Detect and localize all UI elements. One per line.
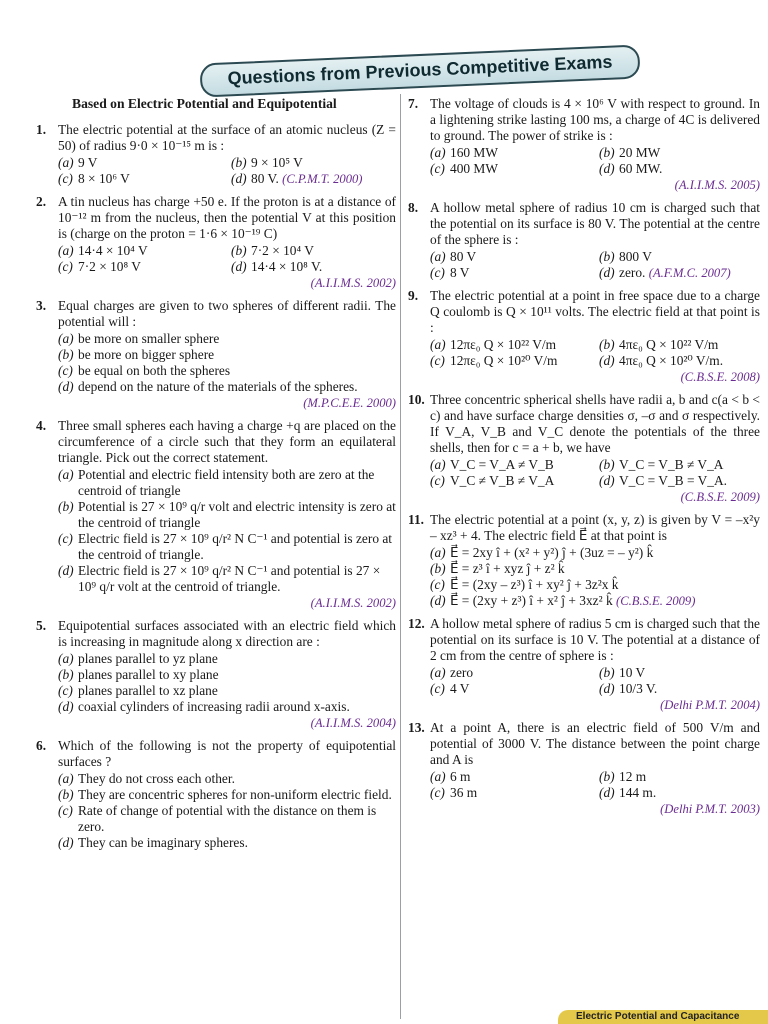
option-item (599, 337, 760, 353)
option-letter: (c) (430, 353, 445, 368)
option-letter: (b) (58, 347, 74, 362)
option-item (58, 331, 396, 347)
option-letter: (c) (430, 265, 445, 280)
option-item (58, 835, 396, 851)
option-letter: (c) (430, 681, 445, 696)
option-letter: (b) (599, 145, 615, 160)
option-letter: (d) (599, 473, 615, 488)
option-text: Potential and electric field intensity both are zero at the centroid of triangle (78, 467, 375, 498)
question-item (408, 512, 760, 609)
option-text: 36 m (450, 785, 478, 800)
option-item (58, 699, 396, 715)
question-number: 6. (36, 738, 47, 753)
option-item (58, 155, 223, 171)
option-letter: (c) (430, 161, 445, 176)
option-text: V_C ≠ V_B ≠ V_A (450, 473, 555, 488)
exam-source: (Delhi P.M.T. 2003) (660, 802, 760, 816)
option-item (599, 681, 760, 697)
question-number: 12. (408, 616, 425, 631)
option-item (58, 243, 223, 259)
option-letter: (a) (430, 769, 446, 784)
option-item (599, 161, 760, 177)
option-text: 7·2 × 10⁸ V (78, 259, 141, 274)
option-item (430, 457, 591, 473)
option-item (430, 665, 591, 681)
option-letter: (a) (430, 145, 446, 160)
exam-source-inline: (A.F.M.C. 2007) (648, 266, 731, 280)
exam-source: (C.B.S.E. 2009) (680, 490, 760, 504)
question-text: At a point A, there is an electric field of 500 V/m and potential of 3000 V. The distance between the point charge and A is (430, 720, 760, 767)
options-list (58, 467, 396, 595)
option-item (430, 785, 591, 801)
question-number: 5. (36, 618, 47, 633)
option-text: 6 m (450, 769, 471, 784)
option-item (430, 353, 591, 369)
option-letter: (a) (430, 545, 446, 560)
option-item (58, 563, 396, 595)
option-text: They can be imaginary spheres. (78, 835, 248, 850)
option-text: E⃗ = 2xy î + (x² + y²) ĵ + (3uz = – y²) k̂ (450, 545, 654, 560)
option-text: 800 V (619, 249, 652, 264)
option-letter: (b) (599, 337, 615, 352)
right-column (408, 96, 760, 1024)
option-item (430, 593, 760, 609)
option-text: 12πε₀ Q × 10²⁰ V/m (450, 353, 558, 368)
option-item (430, 249, 591, 265)
option-text: 80 V (450, 249, 477, 264)
option-item (231, 155, 396, 171)
exam-source-inline: (C.B.S.E. 2009) (616, 594, 696, 608)
options-list (430, 545, 760, 609)
option-letter: (d) (599, 785, 615, 800)
option-item (58, 347, 396, 363)
option-text: 4πε₀ Q × 10²⁰ V/m. (619, 353, 724, 368)
question-item (36, 194, 396, 291)
option-letter: (a) (58, 467, 74, 482)
option-text: Potential is 27 × 10⁹ q/r volt and electric intensity is zero at the centroid of triangle (78, 499, 396, 530)
question-number: 11. (408, 512, 424, 527)
question-item (408, 616, 760, 713)
option-letter: (d) (58, 835, 74, 850)
option-item (599, 457, 760, 473)
option-text: 8 V (450, 265, 470, 280)
option-letter: (b) (599, 249, 615, 264)
option-text: 4 V (450, 681, 470, 696)
option-letter: (c) (58, 531, 73, 546)
section-title: Based on Electric Potential and Equipotential (72, 96, 337, 111)
question-item (36, 298, 396, 411)
option-item (430, 337, 591, 353)
option-text: be equal on both the spheres (78, 363, 231, 378)
question-text: A hollow metal sphere of radius 10 cm is charged such that the potential on its surface is 80 V. The potential at the centre of the sphere is : (430, 200, 760, 247)
question-text: A hollow metal sphere of radius 5 cm is charged such that the potential on its surface is 10 V. The potential at a distance of 2 cm from the centre of sphere is : (430, 616, 760, 663)
exam-source: (A.I.I.M.S. 2005) (674, 178, 760, 192)
option-letter: (c) (430, 785, 445, 800)
option-item (430, 577, 760, 593)
question-text: The electric potential at the surface of an atomic nucleus (Z = 50) of radius 9·0 × 10⁻¹⁵ m is : (58, 122, 396, 153)
options-list (58, 651, 396, 715)
option-letter: (b) (231, 243, 247, 258)
options-list (430, 457, 760, 489)
option-text: 12 m (619, 769, 647, 784)
exam-source: (A.I.I.M.S. 2002) (310, 596, 396, 610)
option-text: 14·4 × 10⁸ V. (251, 259, 323, 274)
option-text: 80 V. (251, 171, 279, 186)
option-letter: (d) (599, 161, 615, 176)
option-letter: (a) (430, 337, 446, 352)
option-text: E⃗ = (2xy + z³) î + x² ĵ + 3xz² k̂ (450, 593, 613, 608)
question-text: The electric potential at a point in free space due to a charge Q coulomb is Q × 10¹¹ volts. The electric field at that point is : (430, 288, 760, 335)
question-text: The electric potential at a point (x, y, z) is given by V = –x²y – xz³ + 4. The electric field E⃗ at that point is (430, 512, 760, 543)
option-item (231, 171, 396, 187)
option-letter: (b) (58, 499, 74, 514)
option-item (58, 499, 396, 531)
option-item (430, 265, 591, 281)
option-item (599, 473, 760, 489)
option-item (58, 803, 396, 835)
option-item (599, 249, 760, 265)
options-list (58, 155, 396, 187)
option-text: 7·2 × 10⁴ V (251, 243, 314, 258)
option-letter: (a) (430, 665, 446, 680)
option-letter: (c) (58, 259, 73, 274)
option-text: They do not cross each other. (78, 771, 235, 786)
option-letter: (c) (58, 803, 73, 818)
page-banner-title: Questions from Previous Competitive Exams (199, 44, 640, 97)
question-number: 13. (408, 720, 425, 735)
question-text: A tin nucleus has charge +50 e. If the proton is at a distance of 10⁻¹² m from the nucleus, then the potential V at this position is (charge on the proton = 1·6 × 10⁻¹⁹ C) (58, 194, 396, 241)
exam-source: (C.B.S.E. 2008) (680, 370, 760, 384)
option-letter: (d) (58, 563, 74, 578)
question-number: 7. (408, 96, 419, 111)
question-item (408, 720, 760, 817)
option-item (599, 769, 760, 785)
option-letter: (a) (58, 331, 74, 346)
option-item (430, 545, 760, 561)
option-letter: (c) (430, 577, 445, 592)
option-letter: (c) (430, 473, 445, 488)
option-letter: (b) (599, 665, 615, 680)
option-text: V_C = V_B ≠ V_A (619, 457, 724, 472)
option-letter: (b) (58, 667, 74, 682)
option-item (58, 667, 396, 683)
option-letter: (a) (430, 249, 446, 264)
option-letter: (a) (58, 155, 74, 170)
option-item (231, 259, 396, 275)
question-number: 2. (36, 194, 47, 209)
question-number: 9. (408, 288, 419, 303)
option-item (430, 681, 591, 697)
options-list (430, 249, 760, 281)
option-text: planes parallel to yz plane (78, 651, 218, 666)
question-text: Three concentric spherical shells have radii a, b and c(a < b < c) and have surface charge densities σ, –σ and σ respectively. If V_A, V_B and V_C denote the potentials of the three shells, then for c = a + b, we have (430, 392, 760, 455)
option-item (599, 353, 760, 369)
option-text: zero. (619, 265, 646, 280)
option-item (58, 363, 396, 379)
option-letter: (b) (599, 769, 615, 784)
option-text: zero (450, 665, 474, 680)
option-letter: (d) (599, 353, 615, 368)
option-item (430, 161, 591, 177)
option-letter: (a) (430, 457, 446, 472)
question-item (36, 618, 396, 731)
option-letter: (d) (430, 593, 446, 608)
option-item (58, 531, 396, 563)
option-item (58, 467, 396, 499)
option-letter: (a) (58, 651, 74, 666)
left-column (36, 96, 396, 858)
exam-source-inline: (C.P.M.T. 2000) (282, 172, 363, 186)
option-text: Rate of change of potential with the distance on them is zero. (78, 803, 377, 834)
option-item (599, 265, 760, 281)
option-letter: (a) (58, 771, 74, 786)
question-text: Which of the following is not the property of equipotential surfaces ? (58, 738, 396, 769)
question-item (408, 96, 760, 193)
question-number: 4. (36, 418, 47, 433)
option-letter: (d) (231, 259, 247, 274)
option-text: 400 MW (450, 161, 498, 176)
option-letter: (d) (599, 681, 615, 696)
option-letter: (d) (231, 171, 247, 186)
option-text: E⃗ = (2xy – z³) î + xy² ĵ + 3z²x k̂ (450, 577, 619, 592)
options-list (430, 665, 760, 697)
question-text: Equal charges are given to two spheres of different radii. The potential will : (58, 298, 396, 329)
option-text: 12πε₀ Q × 10²² V/m (450, 337, 557, 352)
option-item (58, 787, 396, 803)
option-item (58, 771, 396, 787)
option-letter: (a) (58, 243, 74, 258)
question-number: 8. (408, 200, 419, 215)
option-text: Electric field is 27 × 10⁹ q/r² N C⁻¹ and potential is zero at the centroid of triangle. (78, 531, 393, 562)
option-letter: (b) (599, 457, 615, 472)
options-list (58, 331, 396, 395)
question-number: 10. (408, 392, 425, 407)
option-letter: (c) (58, 171, 73, 186)
option-text: 8 × 10⁶ V (78, 171, 130, 186)
option-text: coaxial cylinders of increasing radii around x-axis. (78, 699, 350, 714)
question-number: 3. (36, 298, 47, 313)
option-letter: (b) (430, 561, 446, 576)
option-letter: (c) (58, 363, 73, 378)
options-list (430, 769, 760, 801)
option-letter: (d) (58, 699, 74, 714)
option-text: 160 MW (450, 145, 498, 160)
option-text: 4πε₀ Q × 10²² V/m (619, 337, 719, 352)
option-text: 144 m. (619, 785, 657, 800)
option-item (58, 683, 396, 699)
exam-source: (A.I.I.M.S. 2004) (310, 716, 396, 730)
question-item (36, 418, 396, 611)
option-text: be more on smaller sphere (78, 331, 220, 346)
option-item (231, 243, 396, 259)
question-text: The voltage of clouds is 4 × 10⁶ V with respect to ground. In a lightening strike lasting 100 ms, a charge of 4C is delivered to ground. The power of strike is : (430, 96, 760, 143)
option-text: 14·4 × 10⁴ V (78, 243, 148, 258)
option-text: 10/3 V. (619, 681, 658, 696)
option-letter: (b) (58, 787, 74, 802)
option-letter: (d) (58, 379, 74, 394)
question-item (408, 288, 760, 385)
option-letter: (c) (58, 683, 73, 698)
option-item (58, 651, 396, 667)
question-item (408, 200, 760, 281)
option-text: 10 V (619, 665, 646, 680)
option-item (599, 785, 760, 801)
option-item (430, 473, 591, 489)
option-item (599, 145, 760, 161)
option-item (430, 145, 591, 161)
option-item (599, 665, 760, 681)
option-text: 9 V (78, 155, 98, 170)
options-list (58, 243, 396, 275)
option-text: V_C = V_A ≠ V_B (450, 457, 554, 472)
option-text: V_C = V_B = V_A. (619, 473, 727, 488)
option-item (58, 259, 223, 275)
option-letter: (d) (599, 265, 615, 280)
option-text: planes parallel to xy plane (78, 667, 219, 682)
question-item (36, 122, 396, 187)
options-list (430, 145, 760, 177)
footer-chapter-tab: Electric Potential and Capacitance (558, 1010, 768, 1024)
option-text: They are concentric spheres for non-uniform electric field. (78, 787, 392, 802)
option-text: E⃗ = z³ î + xyz ĵ + z² k̂ (450, 561, 565, 576)
option-text: planes parallel to xz plane (78, 683, 218, 698)
question-number: 1. (36, 122, 47, 137)
exam-source: (A.I.I.M.S. 2002) (310, 276, 396, 290)
option-text: be more on bigger sphere (78, 347, 215, 362)
option-text: 20 MW (619, 145, 661, 160)
option-text: 60 MW. (619, 161, 663, 176)
exam-source: (Delhi P.M.T. 2004) (660, 698, 760, 712)
option-letter: (b) (231, 155, 247, 170)
question-text: Equipotential surfaces associated with an electric field which is increasing in magnitude along x direction are : (58, 618, 396, 649)
question-item (408, 392, 760, 505)
option-item (430, 561, 760, 577)
options-list (58, 771, 396, 851)
option-text: Electric field is 27 × 10⁹ q/r² N C⁻¹ and potential is 27 × 10⁹ q/r volt at the centroid of triangle. (78, 563, 381, 594)
option-item (430, 769, 591, 785)
option-item (58, 171, 223, 187)
options-list (430, 337, 760, 369)
option-item (58, 379, 396, 395)
option-text: 9 × 10⁵ V (251, 155, 303, 170)
column-divider (400, 94, 401, 1019)
question-item (36, 738, 396, 851)
exam-source: (M.P.C.E.E. 2000) (303, 396, 396, 410)
question-text: Three small spheres each having a charge +q are placed on the circumference of a circle such that they form an equilateral triangle. Pick out the correct statement. (58, 418, 396, 465)
option-text: depend on the nature of the materials of the spheres. (78, 379, 358, 394)
